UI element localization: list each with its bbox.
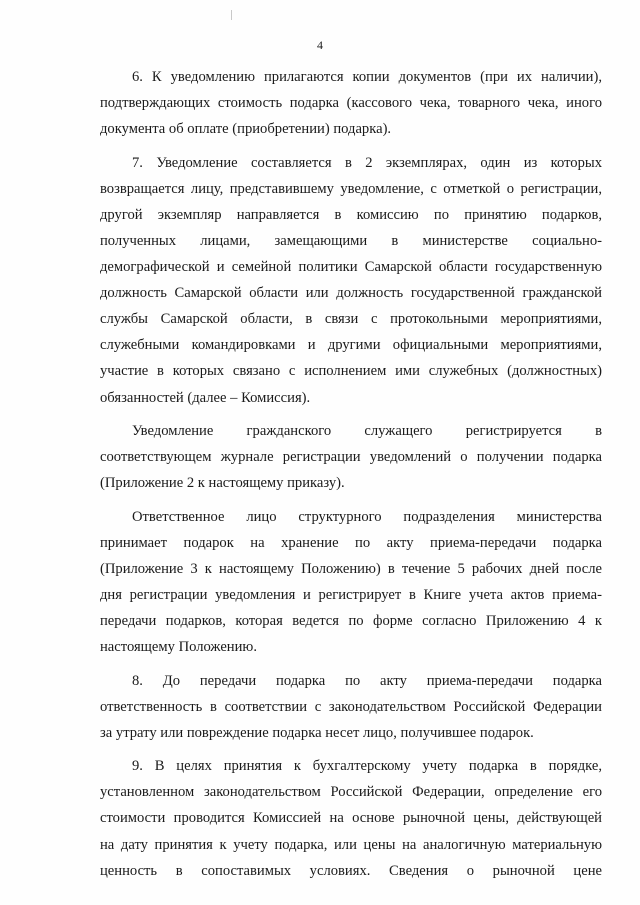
paragraph-registration [100, 418, 602, 496]
paragraph-line: 8. До передачи подарка по акту приема-передачи подарка [132, 672, 602, 689]
paragraph-line: (Приложение 2 к настоящему приказу). [100, 475, 345, 492]
paragraph-line: 9. В целях принятия к бухгалтерскому учету подарка в порядке, [132, 758, 602, 775]
paragraph-line: установленном законодательством Российской Федерации, определение его [100, 784, 602, 801]
paragraph-line: участие в которых связано с исполнением ими служебных (должностных) [100, 363, 602, 380]
paragraph-line: принимает подарок на хранение по акту приема-передачи подарка [100, 534, 602, 551]
paragraph-line: на дату принятия к учету подарка, или цены на аналогичную материальную [100, 836, 602, 853]
paragraph-line: передачи подарков, которая ведется по форме согласно Приложению 4 к [100, 613, 602, 630]
paragraph-6 [100, 64, 602, 142]
paragraph-line: документа об оплате (приобретении) подарка). [100, 121, 392, 138]
paragraph-line: должность Самарской области или должность государственной гражданской [100, 285, 602, 302]
paragraph-line: демографической и семейной политики Самарской области государственную [100, 259, 602, 276]
paragraph-line: ответственность в соответствии с законодательством Российской Федерации [100, 698, 602, 715]
paragraph-line: полученных лицами, замещающими в министерстве социально- [100, 232, 602, 249]
paragraph-line: 7. Уведомление составляется в 2 экземплярах, один из которых [132, 154, 602, 171]
paragraph-responsible [100, 504, 602, 661]
paragraph-8 [100, 668, 602, 746]
paragraph-line: служебными командировками и другими официальными мероприятиями, [100, 337, 602, 354]
paragraph-line: подтверждающих стоимость подарка (кассового чека, товарного чека, иного [100, 95, 602, 112]
scan-artifact [231, 10, 232, 20]
paragraph-line: (Приложение 3 к настоящему Положению) в течение 5 рабочих дней после [100, 560, 602, 577]
document-body [100, 64, 602, 891]
paragraph-line: дня регистрации уведомления и регистрирует в Книге учета актов приема- [100, 586, 602, 603]
paragraph-line: обязанностей (далее – Комиссия). [100, 389, 311, 406]
paragraph-line: службы Самарской области, в связи с протокольными мероприятиями, [100, 311, 602, 328]
paragraph-line: настоящему Положению. [100, 639, 257, 656]
paragraph-line: Уведомление гражданского служащего регистрируется в [132, 423, 602, 439]
paragraph-7 [100, 150, 602, 411]
paragraph-line: другой экземпляр направляется в комиссию по принятию подарков, [100, 206, 602, 223]
paragraph-line: Ответственное лицо структурного подразделения министерства [132, 508, 602, 525]
page-number: 4 [317, 38, 323, 52]
paragraph-line: 6. К уведомлению прилагаются копии документов (при их наличии), [132, 69, 602, 85]
paragraph-line: стоимости проводится Комиссией на основе рыночной цены, действующей [100, 810, 602, 827]
paragraph-line: за утрату или повреждение подарка несет лицо, получившее подарок. [100, 724, 534, 741]
paragraph-9 [100, 753, 602, 883]
paragraph-line: возвращается лицу, представившему уведомление, с отметкой о регистрации, [100, 180, 602, 197]
paragraph-line: соответствующем журнале регистрации уведомлений о получении подарка [100, 449, 602, 466]
paragraph-line: ценность в сопоставимых условиях. Сведения о рыночной цене [100, 862, 602, 879]
